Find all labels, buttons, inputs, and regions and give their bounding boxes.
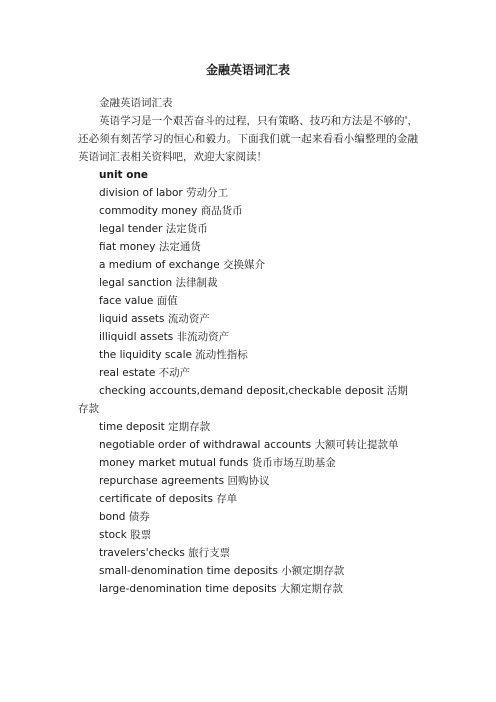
unit-heading: unit one — [99, 169, 149, 181]
vocab-entry: division of labor 劳动分工 — [99, 187, 229, 199]
vocab-entry: face value 面值 — [99, 295, 178, 307]
document-subtitle: 金融英语词汇表 — [99, 97, 173, 109]
intro-paragraph: 英语学习是一个艰苦奋斗的过程，只有策略、技巧和方法是不够的'，还必须有刻苦学习的恒心和毅力。下面我们就一起来看看小编整理的金融英语词汇表相关资料吧，欢迎大家阅读！ — [78, 115, 418, 163]
vocab-entry: repurchase agreements 回购协议 — [99, 475, 270, 487]
document-title: 金融英语词汇表 — [205, 63, 290, 77]
vocab-entry: a medium of exchange 交换媒介 — [99, 259, 266, 271]
vocab-entry: time deposit 定期存款 — [99, 421, 211, 433]
vocab-entry: commodity money 商品货币 — [99, 205, 243, 217]
vocab-entry: small-denomination time deposits 小额定期存款 — [99, 565, 345, 577]
vocab-entry: bond 债券 — [99, 511, 150, 523]
vocab-entry: money market mutual funds 货币市场互助基金 — [99, 457, 336, 469]
vocab-entry: the liquidity scale 流动性指标 — [99, 349, 248, 361]
vocab-entry: negotiable order of withdrawal accounts 大额可转让提款单 — [99, 439, 399, 451]
vocab-entry: large-denomination time deposits 大额定期存款 — [99, 583, 343, 595]
vocab-entry: legal sanction 法律制裁 — [99, 277, 218, 289]
document-body — [78, 94, 418, 598]
vocab-entry: illiquidl assets 非流动资产 — [99, 331, 230, 343]
vocab-entry-wrapped: checking accounts,demand deposit,checkable deposit 活期存款 — [78, 385, 408, 415]
vocab-entry: real estate 不动产 — [99, 367, 191, 379]
vocab-entry: travelers'checks 旅行支票 — [99, 547, 231, 559]
vocab-entry: fiat money 法定通货 — [99, 241, 201, 253]
vocab-entry: stock 股票 — [99, 529, 152, 541]
vocab-entry: certificate of deposits 存单 — [99, 493, 238, 505]
vocab-entry: legal tender 法定货币 — [99, 223, 208, 235]
vocab-entry: liquid assets 流动资产 — [99, 313, 210, 325]
